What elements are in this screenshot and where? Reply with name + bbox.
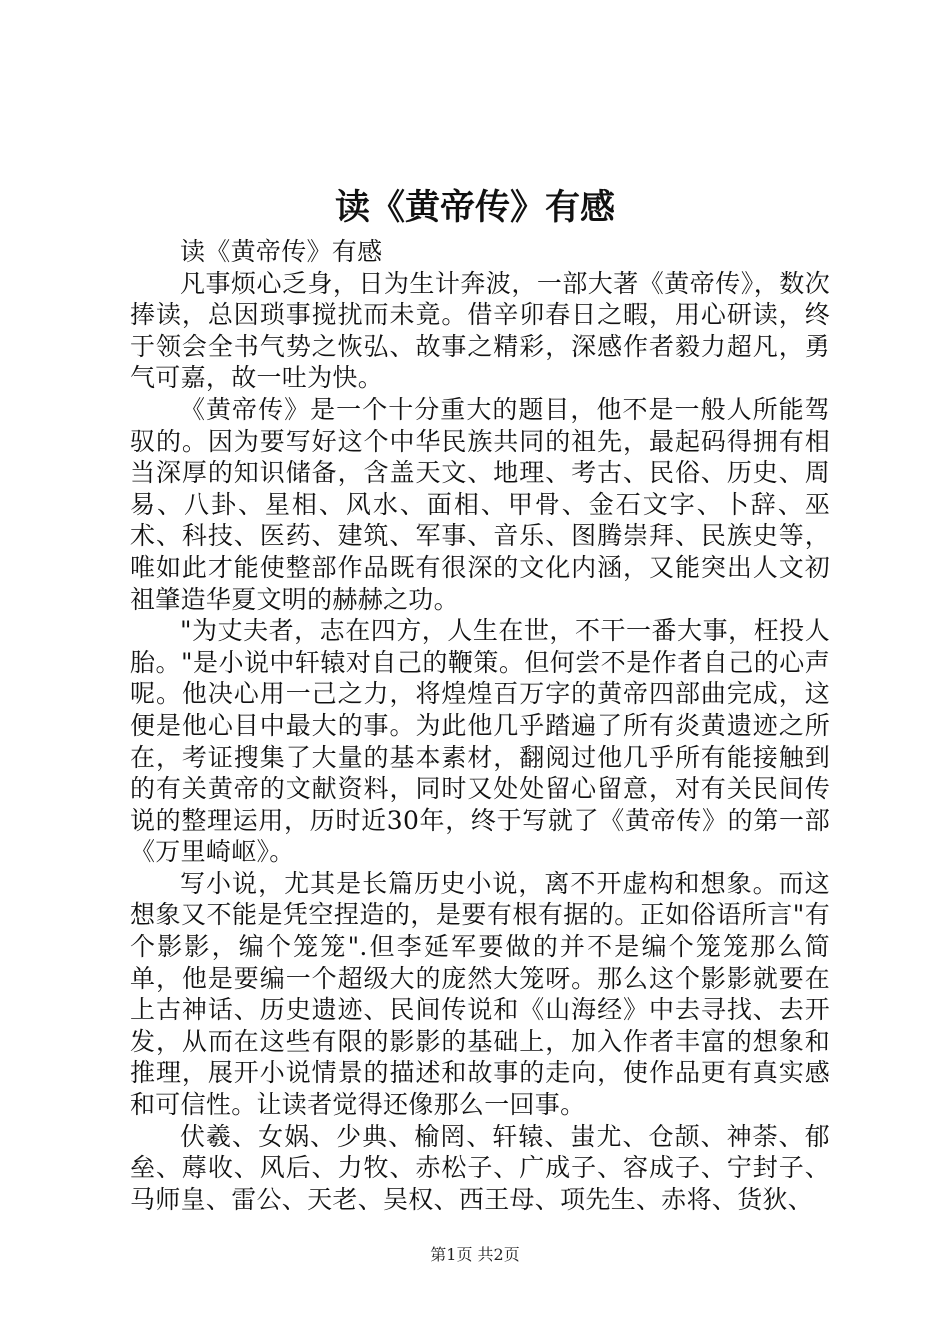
paragraph-2: 《黄帝传》是一个十分重大的题目，他不是一般人所能驾驭的。因为要写好这个中华民族共同的祖先，最起码得拥有相当深厚的知识储备，含盖天文、地理、考古、民俗、历史、周易、八卦、星相、风水、面相、甲骨、金石文字、卜辞、巫术、科技、医药、建筑、军事、音乐、图腾崇拜、民族史等，唯如此才能使整部作品既有很深的文化内涵，又能突出人文初祖肇造华夏文明的赫赫之功。: [130, 394, 830, 614]
document-body: [130, 236, 830, 1215]
page-footer: 第1页 共2页: [430, 1245, 520, 1264]
document-title: 读《黄帝传》有感: [334, 187, 615, 228]
paragraph-subtitle: 读《黄帝传》有感: [180, 237, 383, 266]
paragraph-1: 凡事烦心乏身，日为生计奔波，一部大著《黄帝传》，数次捧读，总因琐事搅扰而未竟。借辛卯春日之暇，用心研读，终于领会全书气势之恢弘、故事之精彩，深感作者毅力超凡，勇气可嘉，故一吐为快。: [130, 268, 830, 393]
paragraph-3: "为丈夫者，志在四方，人生在世，不干一番大事，枉投人胎。"是小说中轩辕对自己的鞭策。但何尝不是作者自己的心声呢。他决心用一己之力，将煌煌百万字的黄帝四部曲完成，这便是他心目中最大的事。为此他几乎踏遍了所有炎黄遗迹之所在，考证搜集了大量的基本素材，翻阅过他几乎所有能接触到的有关黄帝的文献资料，同时又处处留心留意，对有关民间传说的整理运用，历时近30年，终于写就了《黄帝传》的第一部《万里崎岖》。: [130, 616, 830, 867]
paragraph-4: 写小说，尤其是长篇历史小说，离不开虚构和想象。而这想象又不能是凭空捏造的，是要有根有据的。正如俗语所言"有个影影，编个笼笼".但李延军要做的并不是编个笼笼那么简单，他是要编一个超级大的庞然大笼呀。那么这个影影就要在上古神话、历史遗迹、民间传说和《山海经》中去寻找、去开发，从而在这些有限的影影的基础上，加入作者丰富的想象和推理，展开小说情景的描述和故事的走向，使作品更有真实感和可信性。让读者觉得还像那么一回事。: [130, 868, 830, 1120]
paragraph-5: 伏羲、女娲、少典、榆罔、轩辕、蚩尤、仓颉、神荼、郁垒、蓐收、风后、力牧、赤松子、广成子、容成子、宁封子、马师皇、雷公、天老、吴权、西王母、项先生、赤将、货狄、: [130, 1121, 830, 1214]
